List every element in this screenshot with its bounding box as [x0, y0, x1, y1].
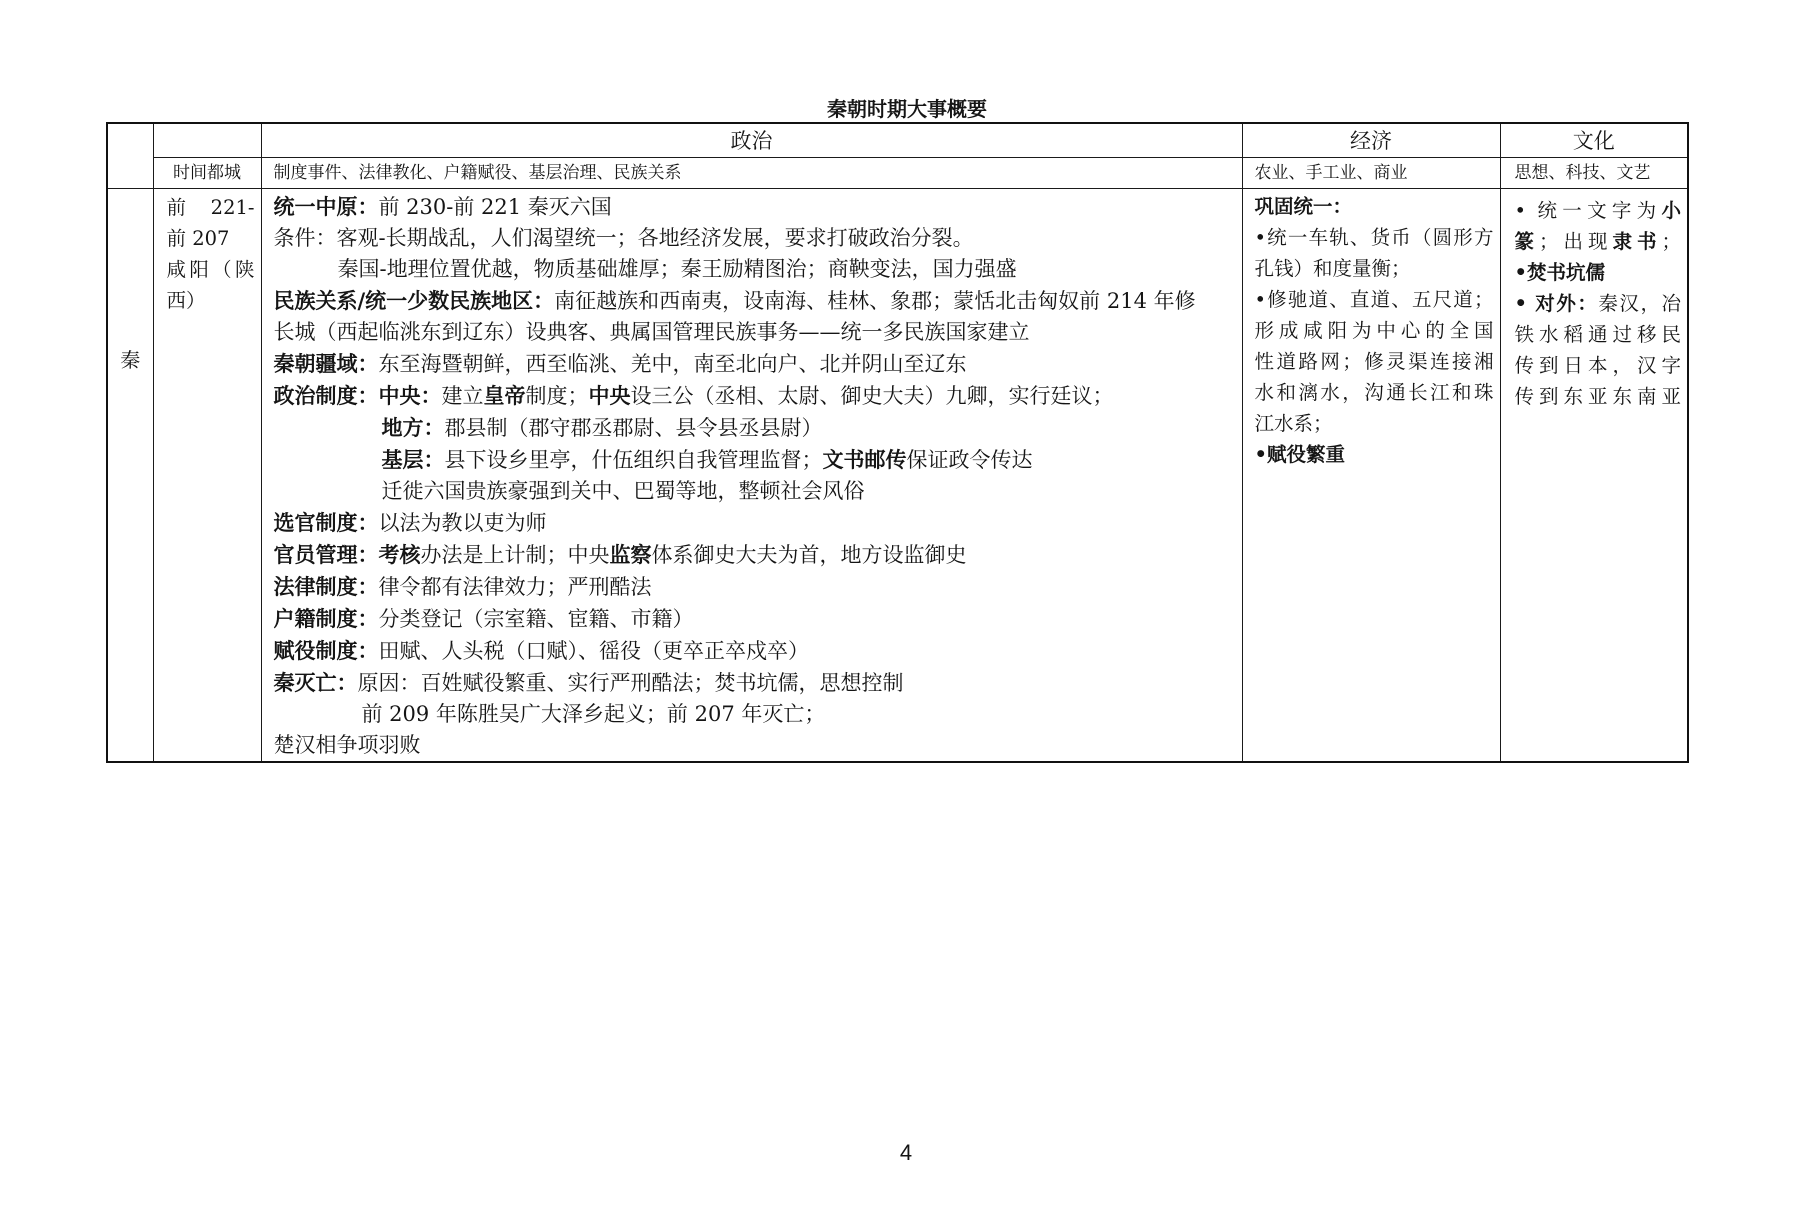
economy-line: 形成咸阳为中心的全国: [1254, 319, 1494, 342]
territory-line: [274, 348, 1236, 380]
culture-line: [1515, 226, 1682, 257]
culture-topic-label: •焚书坑儒: [1514, 261, 1605, 284]
topic-text: 原因：百姓赋役繁重、实行严刑酷法；焚书坑儒，思想控制: [357, 671, 904, 695]
emphasis-text: 隶书: [1612, 230, 1662, 253]
topic-label: 选官制度：: [273, 510, 379, 535]
dynasty-name: 秦: [120, 348, 141, 372]
culture-text: ；出现: [1539, 230, 1613, 253]
topic-text: 秦国-地理位置优越，物质基础雄厚；秦王励精图治；商鞅变法，国力强盛: [337, 257, 1017, 281]
topic-text: 以法为教以吏为师: [378, 511, 547, 535]
culture-subheader: 思想、科技、文艺: [1500, 158, 1688, 189]
economy-topic-label: •赋役繁重: [1254, 443, 1345, 466]
time-header-cell: [153, 123, 261, 158]
emphasis-text: 监察: [609, 542, 652, 567]
topic-text: 建立: [441, 384, 484, 408]
chu-han-line: [274, 730, 1236, 761]
topic-text: 条件：客观-长期战乱，人们渴望统一；各地经济发展，要求打破政治分裂。: [273, 226, 974, 250]
topic-label: 秦灭亡：: [273, 670, 358, 695]
unification-line: [274, 191, 1236, 223]
topic-label: 民族关系/统一少数民族地区：: [273, 288, 555, 313]
topic-text: 制度；: [525, 384, 589, 408]
capital-line: 西）: [166, 289, 206, 312]
local-system-line: [274, 412, 1236, 444]
emphasis-text: 篆: [1514, 230, 1539, 253]
topic-label: • 对外：: [1514, 292, 1599, 315]
grassroots-line: [274, 444, 1236, 476]
dynasty-header-cell: [107, 123, 153, 189]
qin-events-table: [106, 122, 1689, 763]
topic-text: 楚汉相争项羽败: [273, 733, 421, 757]
great-wall-line: [274, 317, 1236, 348]
ethnic-relations-line: [274, 285, 1236, 317]
culture-header: 文化: [1500, 123, 1688, 158]
emphasis-text: 中央: [588, 383, 631, 408]
culture-line: 传到东亚东南亚: [1514, 385, 1681, 408]
topic-label: 赋役制度：: [273, 638, 379, 663]
economy-header: 经济: [1242, 123, 1500, 158]
fall-of-qin-line: [274, 667, 1236, 699]
topic-text: 体系御史大夫为首，地方设监御史: [651, 543, 967, 567]
header-row: [107, 123, 1688, 158]
politics-subheader: 制度事件、法律教化、户籍赋役、基层治理、民族关系: [261, 158, 1242, 189]
subheader-row: [107, 158, 1688, 189]
topic-text: 县下设乡里亭，什伍组织自我管理监督；: [444, 448, 823, 472]
qin-advantages-line: [274, 254, 1236, 285]
culture-line: 铁水稻通过移民: [1514, 323, 1681, 346]
document-title: 秦朝时期大事概要: [827, 97, 987, 121]
topic-text: 田赋、人头税（口赋）、徭役（更卒正卒戍卒）: [378, 639, 809, 663]
uprising-line: [274, 699, 1236, 730]
topic-label: 法律制度：: [273, 574, 379, 599]
economy-topic-label: 巩固统一：: [1254, 195, 1353, 218]
topic-text: 迁徙六国贵族豪强到关中、巴蜀等地，整顿社会风俗: [381, 479, 865, 503]
topic-label: 政治制度：中央：: [273, 383, 442, 408]
topic-text: 律令都有法律效力；严刑酷法: [378, 575, 652, 599]
topic-text: 前 209 年陈胜吴广大泽乡起义；前 207 年灭亡；: [361, 702, 826, 726]
economy-line: 孔钱）和度量衡；: [1254, 257, 1411, 280]
culture-line: [1515, 195, 1682, 226]
economy-line: •统一车轨、货币（圆形方: [1254, 226, 1494, 249]
politics-header: 政治: [261, 123, 1242, 158]
dynasty-cell: [107, 189, 153, 763]
emphasis-text: 小: [1661, 199, 1681, 222]
topic-label: 基层：: [381, 447, 445, 472]
topic-text: 郡县制（郡守郡丞郡尉、县令县丞县尉）: [444, 416, 823, 440]
tax-corvee-line: [274, 635, 1236, 667]
topic-label: 户籍制度：: [273, 606, 379, 631]
culture-text: ；: [1661, 230, 1681, 253]
topic-text: 分类登记（宗室籍、宦籍、市籍）: [378, 607, 694, 631]
economy-cell: [1242, 189, 1500, 763]
topic-text: 办法是上计制；中央: [420, 543, 610, 567]
politics-cell: [261, 189, 1242, 763]
topic-text: 设三公（丞相、太尉、御史大夫）九卿，实行廷议；: [630, 384, 1114, 408]
topic-text: 保证政令传达: [906, 448, 1033, 472]
qin-dynasty-row: [107, 189, 1688, 763]
official-selection-line: [274, 507, 1236, 539]
time-capital-cell: [153, 189, 261, 763]
culture-text: • 统一文字为: [1514, 199, 1662, 222]
culture-text: 秦汉，冶: [1598, 292, 1681, 315]
culture-cell: [1500, 189, 1688, 763]
economy-line: 水和漓水，沟通长江和珠: [1254, 381, 1494, 404]
relocation-line: [274, 476, 1236, 507]
capital-line: 咸阳（陕: [166, 258, 255, 281]
central-system-line: [274, 380, 1236, 412]
time-capital-subheader: 时间都城: [153, 158, 261, 189]
topic-text: 东至海暨朝鲜，西至临洮、羌中，南至北向户、北并阴山至辽东: [378, 352, 967, 376]
time-line: 前 221-: [166, 196, 255, 219]
topic-label: 地方：: [381, 415, 445, 440]
time-line: 前 207: [166, 227, 230, 250]
official-management-line: [274, 539, 1236, 571]
topic-label: 秦朝疆域：: [273, 351, 379, 376]
topic-label: 统一中原：: [273, 194, 379, 219]
economy-line: 性道路网；修灵渠连接湘: [1254, 350, 1494, 373]
topic-text: 长城（西起临洮东到辽东）设典客、典属国管理民族事务——统一多民族国家建立: [273, 320, 1030, 344]
emphasis-text: 考核: [378, 542, 421, 567]
topic-label: 官员管理：: [273, 542, 379, 567]
page-number: 4: [899, 1140, 913, 1165]
emphasis-text: 文书邮传: [822, 447, 907, 472]
topic-text: 南征越族和西南夷，设南海、桂林、象郡；蒙恬北击匈奴前 214 年修: [554, 289, 1196, 313]
culture-line: 传到日本，汉字: [1514, 354, 1681, 377]
conditions-line: [274, 223, 1236, 254]
economy-line: 江水系；: [1254, 412, 1333, 435]
culture-line: [1515, 288, 1682, 319]
topic-text: 前 230-前 221 秦灭六国: [378, 195, 612, 219]
emphasis-text: 皇帝: [483, 383, 526, 408]
economy-subheader: 农业、手工业、商业: [1242, 158, 1500, 189]
household-registration-line: [274, 603, 1236, 635]
legal-system-line: [274, 571, 1236, 603]
economy-line: •修驰道、直道、五尺道；: [1254, 288, 1494, 311]
